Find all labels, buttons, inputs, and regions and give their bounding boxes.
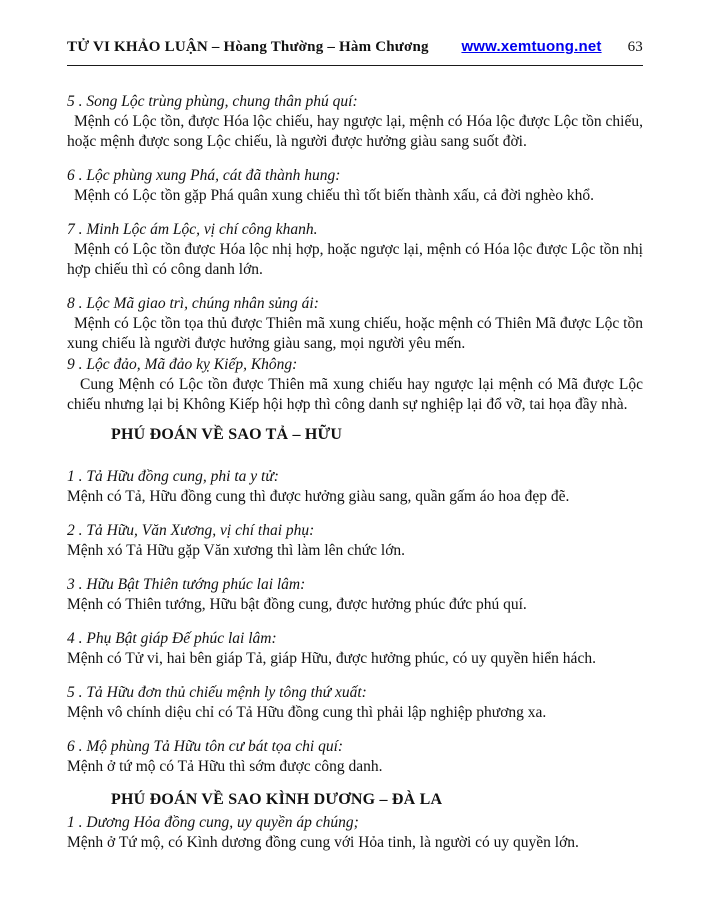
entry-heading: 8 . Lộc Mã giao trì, chúng nhân sủng ái:	[67, 295, 319, 312]
section-title-kinh-duong-da-la: PHÚ ĐOÁN VỀ SAO KÌNH DƯƠNG – ĐÀ LA	[111, 791, 443, 808]
entry-heading: 7 . Minh Lộc ám Lộc, vị chí công khanh.	[67, 221, 318, 238]
book-title: TỬ VI KHẢO LUẬN – Hòang Thường – Hàm Chương	[67, 39, 429, 55]
entry-heading: 9 . Lộc đảo, Mã đảo kỵ Kiếp, Không:	[67, 356, 298, 373]
section-title-ta-huu: PHÚ ĐOÁN VỀ SAO TẢ – HỮU	[111, 426, 343, 443]
entry-heading: 2 . Tả Hữu, Văn Xương, vị chí thai phụ:	[67, 522, 315, 539]
entry-loc-8	[67, 294, 643, 354]
entry-tahuu-3	[67, 575, 643, 615]
page-number: 63	[627, 39, 643, 55]
entry-body: Mệnh có Lộc tồn, được Hóa lộc chiếu, hay ngược lại, mệnh có Hóa lộc được Lộc tồn chiếu, hoặc mệnh được song Lộc chiếu, là người được hưởng giàu sang suốt đời.	[67, 113, 643, 150]
entry-body: Cung Mệnh có Lộc tồn được Thiên mã xung chiếu hay ngược lại mệnh có Mã được Lộc chiếu nhưng lại bị Không Kiếp hội hợp thì công danh sự nghiệp lại đổ vỡ, tai họa đầy nhà.	[67, 376, 643, 413]
website-link[interactable]: www.xemtuong.net	[461, 38, 602, 55]
entry-heading: 1 . Tả Hữu đồng cung, phi ta y tử:	[67, 468, 279, 485]
entry-tahuu-5	[67, 683, 643, 723]
entry-tahuu-6	[67, 737, 643, 777]
page-content	[67, 92, 643, 853]
entry-kinhduong-1	[67, 813, 643, 853]
entry-body: Mệnh có Lộc tồn được Hóa lộc nhị hợp, hoặc ngược lại, mệnh có Hóa lộc được Lộc tồn nhị hợp chiếu thì có công danh lớn.	[67, 241, 643, 278]
entry-body: Mệnh ở Tứ mộ, có Kình dương đồng cung với Hỏa tinh, là người có uy quyền lớn.	[67, 834, 579, 851]
page-header	[67, 38, 643, 56]
entry-body: Mệnh có Lộc tồn gặp Phá quân xung chiếu thì tốt biến thành xấu, cả đời nghèo khổ.	[74, 187, 595, 204]
entry-body: Mệnh có Lộc tồn tọa thủ được Thiên mã xung chiếu, hoặc mệnh có Thiên Mã được Lộc tồn xung chiếu là người được hưởng giàu sang, mọi người yêu mến.	[67, 315, 643, 352]
entry-body: Mệnh vô chính diệu chỉ có Tả Hữu đồng cung thì phải lập nghiệp phương xa.	[67, 704, 547, 721]
entry-tahuu-4	[67, 629, 643, 669]
entry-tahuu-2	[67, 521, 643, 561]
entry-heading: 4 . Phụ Bật giáp Đế phúc lai lâm:	[67, 630, 277, 647]
entry-tahuu-1	[67, 467, 643, 507]
entry-heading: 5 . Song Lộc trùng phùng, chung thân phú quí:	[67, 93, 358, 110]
entry-loc-9	[67, 355, 643, 415]
entry-loc-6	[67, 166, 643, 206]
entry-body: Mệnh có Tử vi, hai bên giáp Tả, giáp Hữu, được hưởng phúc, có uy quyền hiển hách.	[67, 650, 596, 667]
entry-body: Mệnh ở tứ mộ có Tả Hữu thì sớm được công danh.	[67, 758, 383, 775]
entry-heading: 3 . Hữu Bật Thiên tướng phúc lai lâm:	[67, 576, 306, 593]
entry-heading: 1 . Dương Hỏa đồng cung, uy quyền áp chúng;	[67, 814, 359, 831]
entry-body: Mệnh xó Tả Hữu gặp Văn xương thì làm lên chức lớn.	[67, 542, 406, 559]
entry-body: Mệnh có Thiên tướng, Hữu bật đồng cung, được hưởng phúc đức phú quí.	[67, 596, 527, 613]
entry-heading: 5 . Tả Hữu đơn thủ chiếu mệnh ly tông thứ xuất:	[67, 684, 367, 701]
entry-heading: 6 . Lộc phùng xung Phá, cát đã thành hung:	[67, 167, 341, 184]
entry-loc-5	[67, 92, 643, 152]
entry-body: Mệnh có Tả, Hữu đồng cung thì được hưởng giàu sang, quần gấm áo hoa đẹp đẽ.	[67, 488, 570, 505]
entry-heading: 6 . Mộ phùng Tả Hữu tôn cư bát tọa chi quí:	[67, 738, 344, 755]
header-rule	[67, 65, 643, 66]
entry-loc-7	[67, 220, 643, 280]
